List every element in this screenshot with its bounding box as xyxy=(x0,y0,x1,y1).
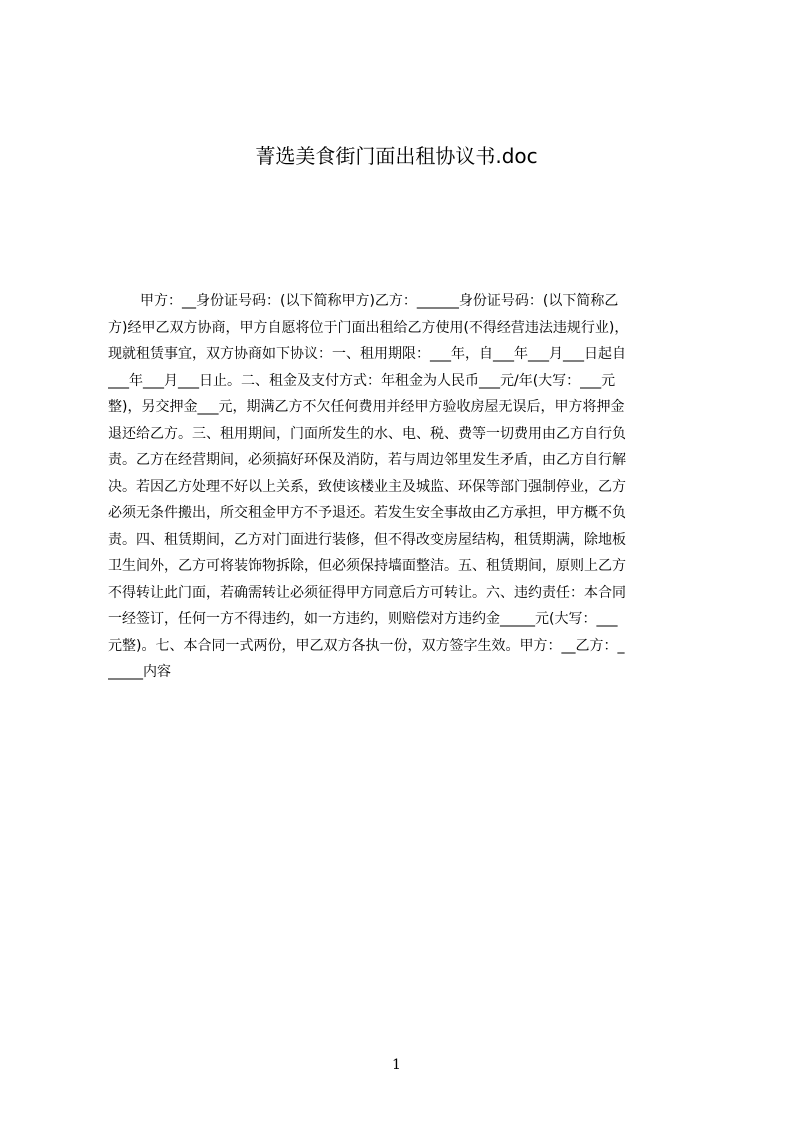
body-line: 甲方：__身份证号码：(以下简称甲方)乙方：______身份证号码：(以下简称乙 xyxy=(140,293,619,309)
body-line: 责。乙方在经营期间，必须搞好环保及消防，若与周边邻里发生矛盾，由乙方自行解 xyxy=(108,452,626,468)
body-line: 一经签订，任何一方不得违约，如一方违约，则赔偿对方违约金_____元(大写：___ xyxy=(108,611,618,627)
body-line: ___年___月___日止。二、租金及支付方式：年租金为人民币___元/年(大写：___元 xyxy=(108,372,616,389)
body-line: 决。若因乙方处理不好以上关系，致使该楼业主及城监、环保等部门强制停业，乙方 xyxy=(108,478,626,495)
document-body xyxy=(108,288,699,708)
document-title: 菁选美食街门面出租协议书.doc xyxy=(255,144,538,168)
body-line: 责。四、租赁期间，乙方对门面进行装修，但不得改变房屋结构，租赁期满，除地板 xyxy=(108,531,626,548)
body-line: 元整)。七、本合同一式两份，甲乙双方各执一份，双方签字生效。甲方：__乙方：_ xyxy=(108,637,625,654)
body-line: 卫生间外，乙方可将装饰物拆除，但必须保持墙面整洁。五、租赁期间，原则上乙方 xyxy=(108,558,626,574)
body-line: 整)，另交押金___元，期满乙方不欠任何费用并经甲方验收房屋无误后，甲方将押金 xyxy=(108,399,625,415)
body-line: 不得转让此门面，若确需转让必须征得甲方同意后方可转让。六、违约责任：本合同 xyxy=(108,584,626,601)
body-line: 必须无条件搬出，所交租金甲方不予退还。若发生安全事故由乙方承担，甲方概不负 xyxy=(108,505,626,521)
body-line: 退还给乙方。三、租用期间，门面所发生的水、电、税、费等一切费用由乙方自行负 xyxy=(108,425,626,442)
body-line: 现就租赁事宜，双方协商如下协议：一、租用期限：___年，自___年___月___日起自 xyxy=(108,346,626,362)
page-number: 1 xyxy=(392,1057,401,1073)
body-line: _____内容 xyxy=(108,664,171,680)
body-line: 方)经甲乙双方协商，甲方自愿将位于门面出租给乙方使用(不得经营违法违规行业)， xyxy=(108,319,629,336)
